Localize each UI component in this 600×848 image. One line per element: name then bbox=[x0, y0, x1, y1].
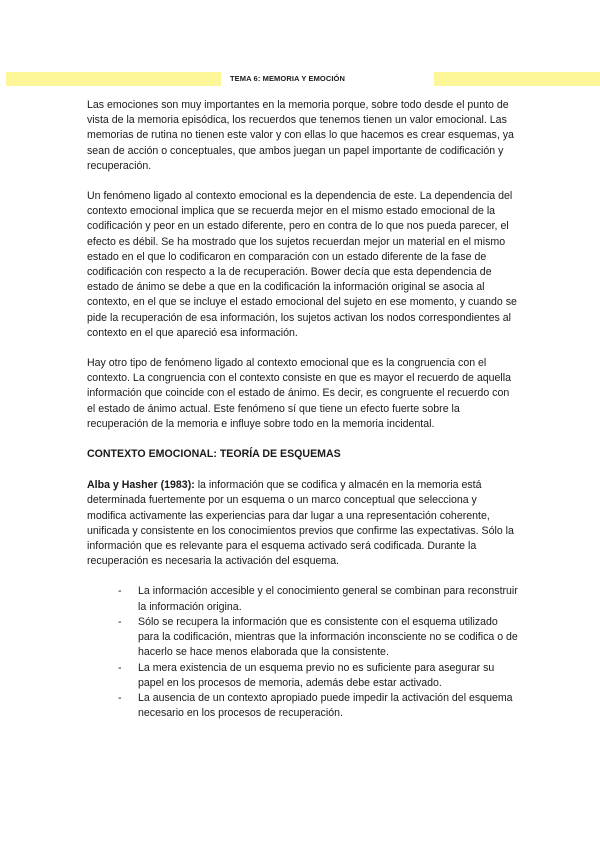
list-item bbox=[118, 584, 518, 614]
list-item bbox=[118, 615, 518, 661]
paragraph-dependencia: Un fenómeno ligado al contexto emocional es la dependencia de este. La dependencia del contexto emocional implica que se recuerda mejor en el mismo estado emocional de la codificación y peor en un estado diferente, pero en contra de lo que nos pueda parecer, el efecto es débil. Se ha mostrado que los sujetos recuerdan mejor un material en el mismo estado en el que lo codificaron en comparación con un estado diferente de la fase de codificación con respecto a la de recuperación. Bower decía que esta dependencia de estado de ánimo se debe a que en la codificación la información original se asocia al contexto, en el que se incluye el estado emocional del sujeto en ese momento, y cuando se pide la recuperación de esa información, los sujetos activan los nodos correspondientes al contexto en el que apareció esa información. bbox=[87, 190, 517, 339]
list-item bbox=[118, 661, 518, 691]
header-highlight-left bbox=[6, 72, 221, 86]
bullet-marker: - bbox=[118, 661, 122, 674]
paragraph-congruencia: Hay otro tipo de fenómeno ligado al contexto emocional que es la congruencia con el contexto. La congruencia con el contexto consiste en que es mayor el recuerdo de aquella información que coincide con el estado de ánimo. Es decir, es congruente el recuerdo con el estado de ánimo actual. Este fenómeno sí que tiene un efecto fuerte sobre la recuperación de la memoria e influye sobre todo en la memoria incidental. bbox=[87, 357, 512, 430]
section-heading: CONTEXTO EMOCIONAL: TEORÍA DE ESQUEMAS bbox=[87, 448, 341, 461]
list-item-text: Sólo se recupera la información que es consistente con el esquema utilizado para la codificación, mientras que la información inconsciente no se codifica o de hacerlo se hace menos elaborada que la consistente. bbox=[138, 615, 518, 659]
bullet-marker: - bbox=[118, 615, 122, 628]
citation-text: la información que se codifica y almacén en la memoria está determinada fuertemente por un esquema o un marco conceptual que selecciona y modifica activamente las experiencias para dar lugar a una representación coherente, unificada y consistente en los conocimientos previos que confirme las expectativas. Sólo la información que es relevante para el esquema activado será codificada. Durante la recuperación es necesaria la activación del esquema. bbox=[87, 479, 514, 568]
page-title: TEMA 6: MEMORIA Y EMOCIÓN bbox=[230, 74, 346, 83]
list-item-text: La ausencia de un contexto apropiado puede impedir la activación del esquema necesario en los procesos de recuperación. bbox=[138, 691, 513, 720]
document-body bbox=[87, 98, 517, 721]
bullet-marker: - bbox=[118, 585, 122, 598]
list-item-text: La mera existencia de un esquema previo no es suficiente para asegurar su papel en los procesos de memoria, además debe estar activado. bbox=[138, 661, 495, 689]
bullet-list bbox=[118, 584, 518, 721]
paragraph-intro: Las emociones son muy importantes en la memoria porque, sobre todo desde el punto de vista de la memoria episódica, los recuerdos que tenemos tienen un valor emocional. Las memorias de rutina no tienen este valor y con ellas lo que hacemos es crear esquemas, ya sean de acción o conceptuales, que ambos juegan un papel importante de codificación y recuperación. bbox=[87, 99, 514, 172]
paragraph-alba-hasher bbox=[87, 478, 517, 569]
header-highlight-right bbox=[434, 72, 600, 86]
citation-author: Alba y Hasher (1983): bbox=[87, 479, 195, 492]
list-item bbox=[118, 691, 518, 721]
list-item-text: La información accesible y el conocimiento general se combinan para reconstruir la información origina. bbox=[138, 585, 518, 613]
bullet-marker: - bbox=[118, 691, 122, 704]
